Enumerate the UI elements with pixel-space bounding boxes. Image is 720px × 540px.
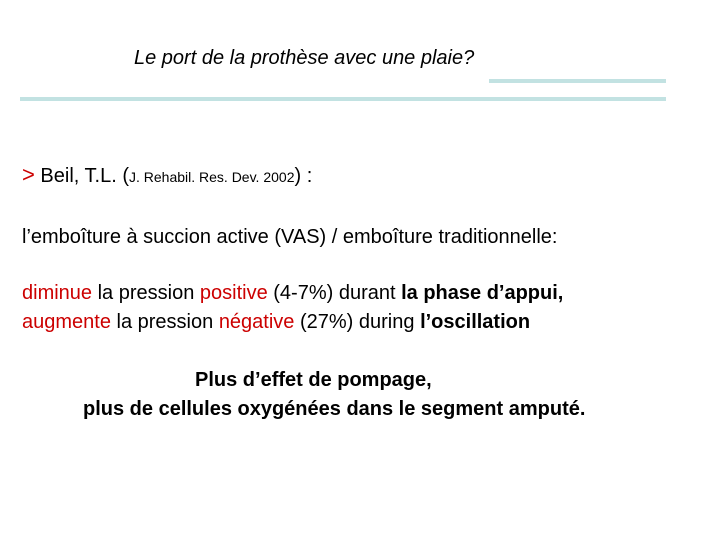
finding-1-text-a: la pression [92, 282, 200, 304]
slide-title: Le port de la prothèse avec une plaie? [134, 47, 475, 69]
finding-1-text-b: (4-7%) durant [267, 282, 402, 304]
reference-journal: J. Rehabil. Res. Dev. 2002 [128, 169, 295, 185]
finding-1-adjective: positive [199, 282, 268, 304]
comparison-text: l’emboîture à succion active (VAS) / emboîture traditionnelle: [22, 226, 558, 248]
reference-line [22, 162, 312, 188]
finding-line-1 [22, 282, 563, 305]
finding-1-phase: la phase d’appui, [401, 282, 564, 304]
finding-line-2 [22, 311, 530, 334]
finding-2-verb: augmente [22, 311, 111, 333]
reference-tail: ) : [294, 165, 313, 187]
finding-2-adjective: négative [218, 311, 295, 333]
bullet-marker: > [22, 162, 35, 187]
reference-author: Beil, T.L. ( [40, 165, 129, 187]
title-underline-short [489, 79, 666, 83]
conclusion-line-2: plus de cellules oxygénées dans le segment amputé. [83, 398, 586, 420]
finding-2-text-b: (27%) during [294, 311, 421, 333]
finding-2-phase: l’oscillation [420, 311, 531, 333]
finding-1-verb: diminue [22, 282, 93, 304]
title-underline-long [20, 97, 666, 101]
finding-2-text-a: la pression [110, 311, 219, 333]
conclusion-line-1: Plus d’effet de pompage, [195, 369, 432, 391]
